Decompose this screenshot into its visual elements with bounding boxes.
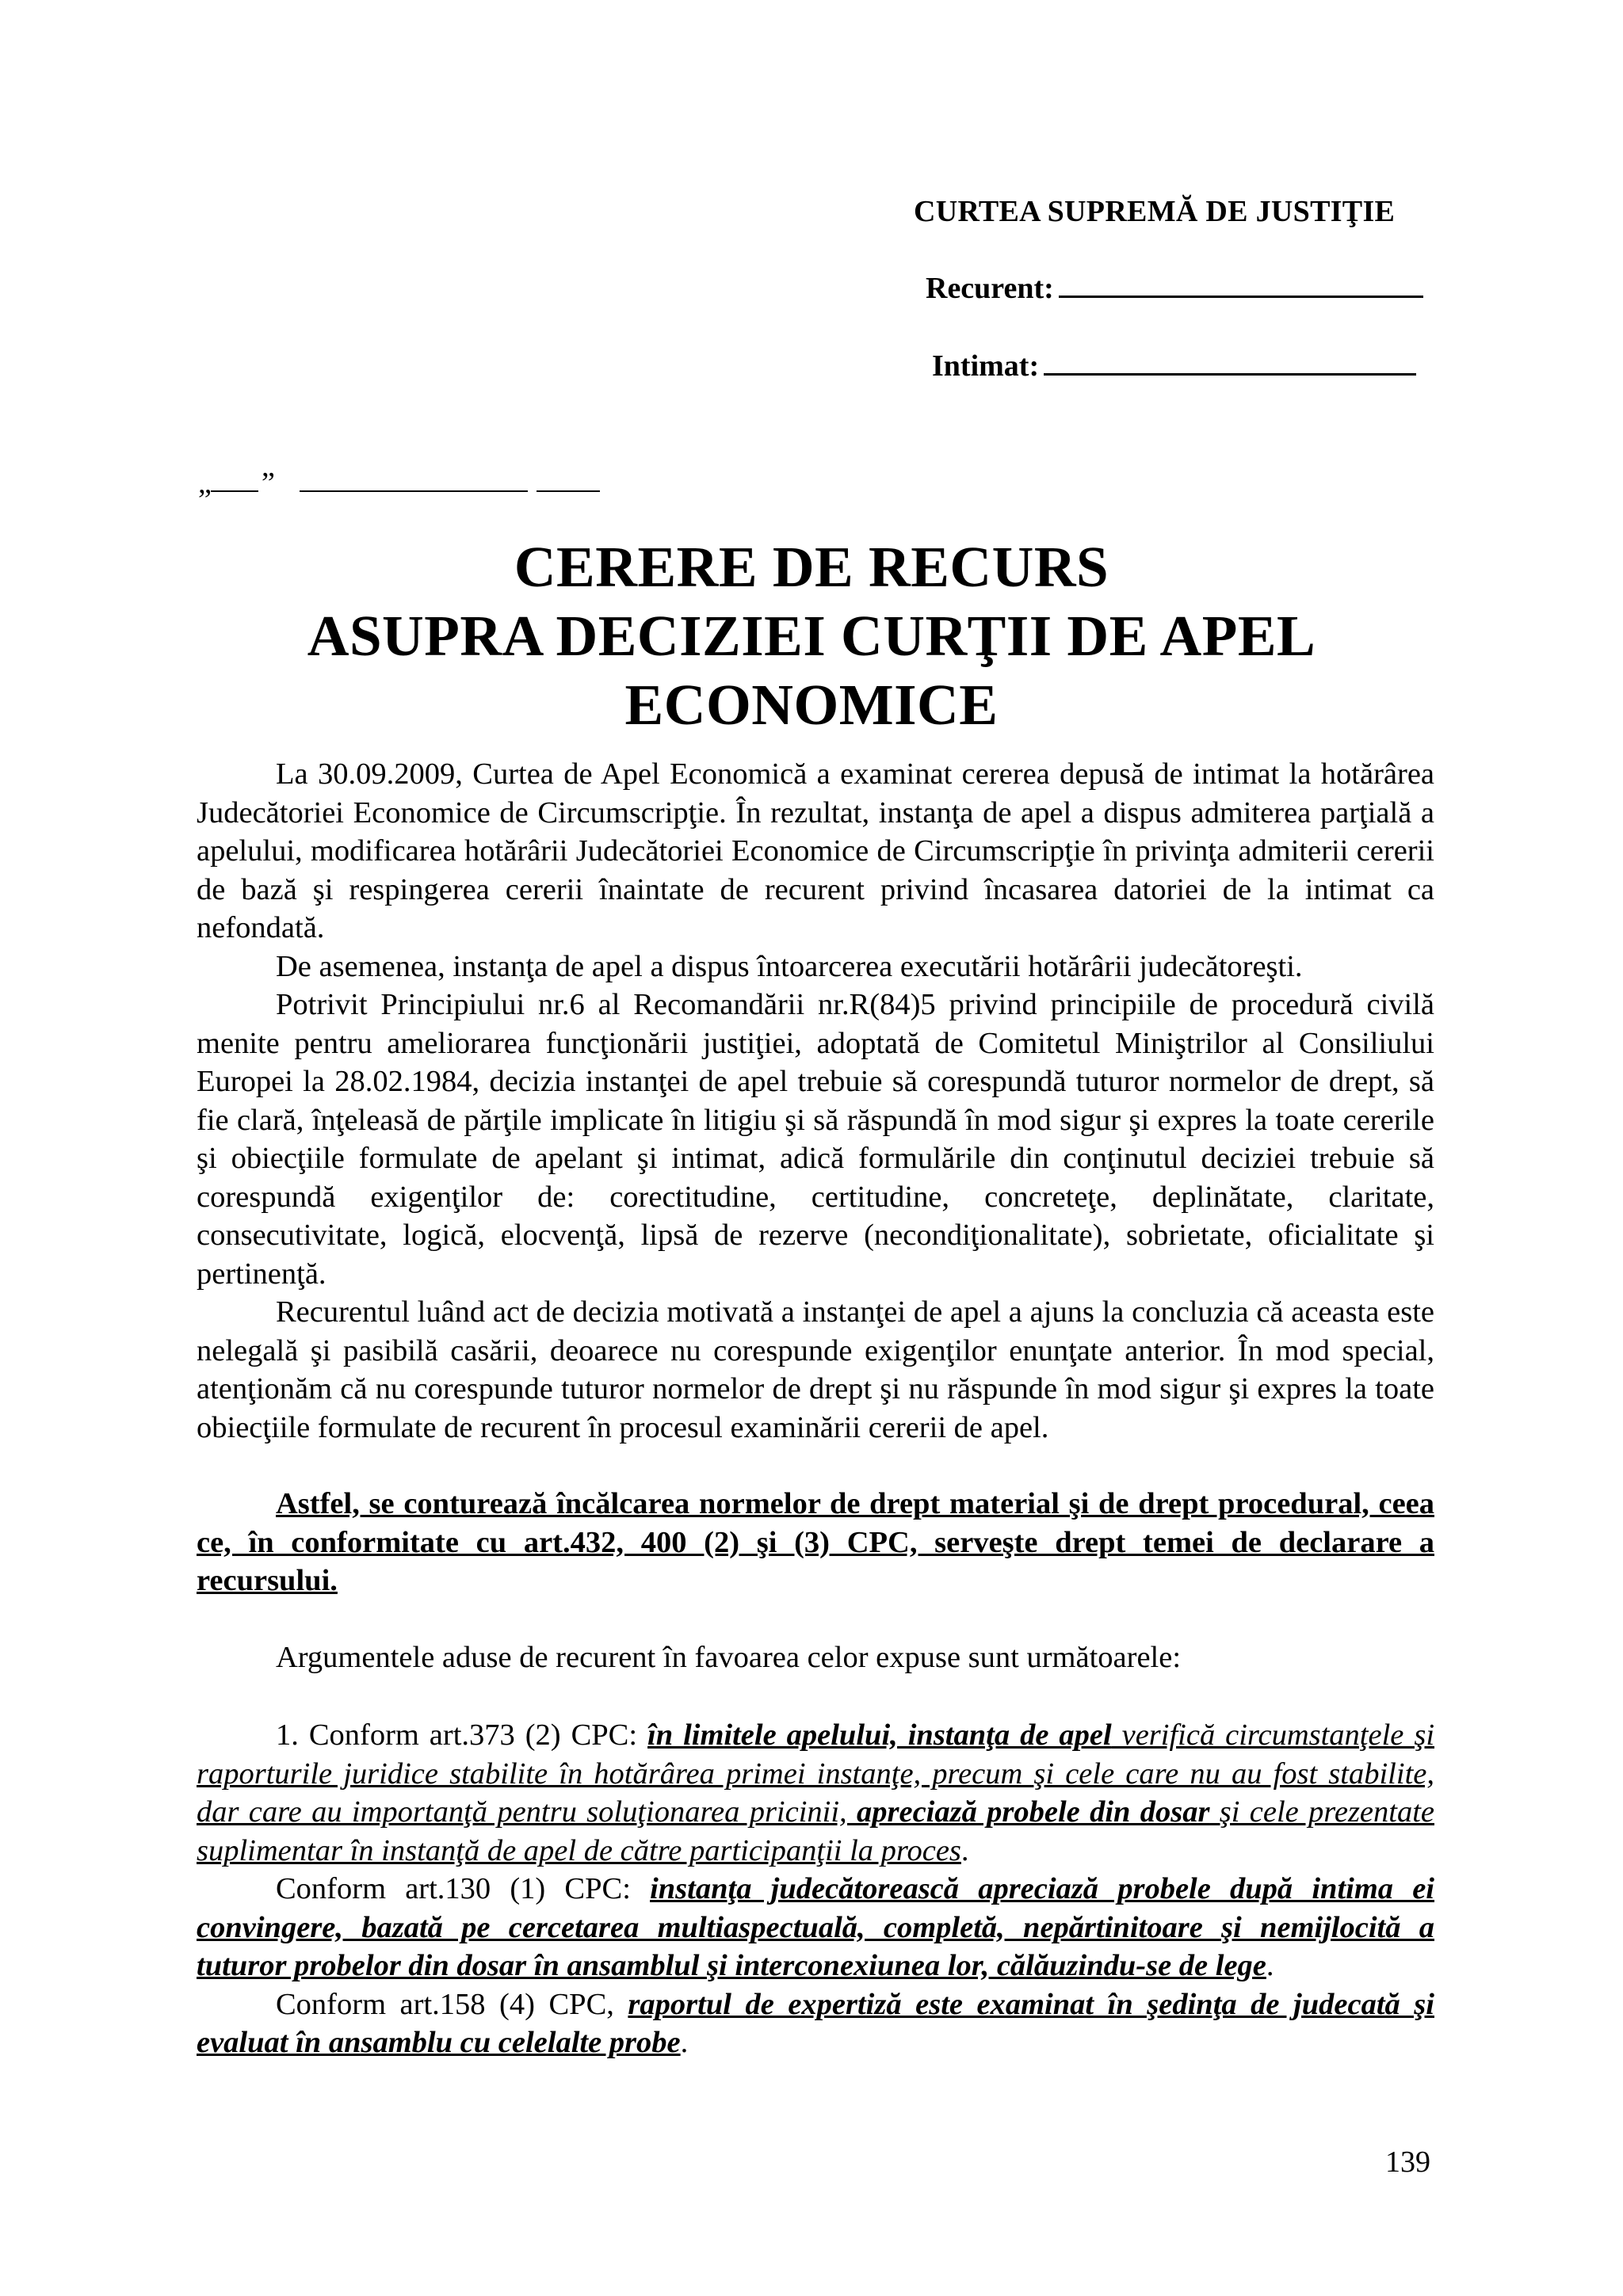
document-title (0, 532, 1623, 739)
p8-intro: Conform art.130 (1) CPC: (276, 1872, 651, 1905)
intimat-line (932, 349, 1416, 383)
date-day-blank (211, 490, 258, 492)
paragraph-9 (197, 1985, 1434, 2062)
paragraph-5 (197, 1485, 1434, 1600)
paragraph-5-text: Astfel, se conturează încălcarea normelor de drept material şi de drept procedural, ceea ce, în conformitate cu art.432, 400 (2) şi (3) CPC, serveşte drept temei de declarare a recursului. (197, 1487, 1434, 1597)
p7-end: . (960, 1833, 969, 1867)
paragraph-8 (197, 1870, 1434, 1985)
title-line-3: ECONOMICE (624, 673, 999, 737)
document-body (197, 755, 1434, 2062)
title-line-2: ASUPRA DECIZIEI CURŢII DE APEL (307, 604, 1316, 668)
p9-emphasis: raportul de expertiză este examinat în şedinţa de judecată şi evaluat în ansamblu cu celelalte probe (197, 1987, 1434, 2059)
page-number: 139 (1385, 2145, 1430, 2179)
p7-intro: 1. Conform art.373 (2) CPC: (276, 1718, 648, 1752)
p7-quote-2: şi cele prezentate suplimentar în instanţă de apel de către participanţii la proces (197, 1795, 1434, 1867)
intimat-blank (1044, 353, 1416, 376)
date-close-quote: ” (262, 467, 275, 500)
p9-intro: Conform art.158 (4) CPC, (276, 1987, 628, 2021)
paragraph-6: Argumentele aduse de recurent în favoarea celor expuse sunt următoarele: (276, 1640, 1182, 1674)
recurent-line (926, 271, 1423, 306)
p8-emphasis: instanţa judecătorească apreciază probele după intima ei convingere, bazată pe cercetarea multiaspectuală, completă, nepărtinitoare şi nemijlocită a tuturor probelor din dosar în ansamblul şi interconexiunea lor, călăuzindu-se de lege (197, 1872, 1435, 1982)
date-open-quote: „ (198, 467, 212, 500)
p9-end: . (680, 2026, 689, 2059)
date-year-blank (537, 490, 600, 492)
paragraph-3: Potrivit Principiului nr.6 al Recomandării nr.R(84)5 privind principiile de procedură civilă menite pentru ameliorarea funcţionării justiţiei, adoptată de Comitetul Miniştrilor al Consiliului Europei la 28.02.1984, decizia instanţei de apel trebuie să corespundă tuturor normelor de drept, să fie clară, înţeleasă de părţile implicate în litigiu şi să răspundă în mod sigur şi expres la toate cererile şi obiecţiile formulate de apelant şi intimat, adică formulările din conţinutul deciziei trebuie să corespundă exigenţilor de: corectitudine, certitudine, concreteţe, deplinătate, claritate, consecutivitate, logică, elocvenţă, lipsă de rezerve (necondiţionalitate), sobrietate, oficialitate şi pertinenţă. (197, 988, 1434, 1291)
title-line-1: CERERE DE RECURS (514, 535, 1109, 599)
p8-end: . (1266, 1949, 1274, 1982)
intimat-label: Intimat: (932, 349, 1040, 383)
date-month-blank (300, 490, 528, 492)
court-name: CURTEA SUPREMĂ DE JUSTIŢIE (914, 195, 1396, 228)
p7-quote-1: verifică circumstanţele şi raporturile juridice stabilite în hotărârea primei instanţe, precum şi cele care nu au fost stabilite, dar care au importanţă pentru soluţionarea pricinii, (197, 1718, 1435, 1829)
paragraph-1: La 30.09.2009, Curtea de Apel Economică a examinat cererea depusă de intimat la hotărârea Judecătoriei Economice de Circumscripţie. În rezultat, instanţa de apel a dispus admiterea parţială a apelului, modificarea hotărârii Judecătoriei Economice de Circumscripţie în privinţa admiterii cererii de bază şi respingerea cererii înaintate de recurent privind încasarea datoriei de la intimat ca nefondată. (197, 757, 1434, 944)
paragraph-2: De asemenea, instanţa de apel a dispus întoarcerea executării hotărârii judecătoreşti. (276, 949, 1303, 983)
paragraph-4: Recurentul luând act de decizia motivată a instanţei de apel a ajuns la concluzia că aceasta este nelegală şi pasibilă casării, deoarece nu corespunde exigenţilor enunţate anterior. În mod special, atenţionăm că nu corespunde tuturor normelor de drept şi nu răspunde în mod sigur şi expres la toate obiecţiile formulate de recurent în procesul examinării cererii de apel. (197, 1295, 1434, 1444)
p7-emphasis-1: în limitele apelului, instanţa de apel (647, 1718, 1112, 1752)
p7-emphasis-2: apreciază probele din dosar (857, 1795, 1210, 1829)
paragraph-7 (197, 1716, 1434, 1870)
recurent-blank (1059, 275, 1423, 298)
recurent-label: Recurent: (926, 272, 1054, 305)
